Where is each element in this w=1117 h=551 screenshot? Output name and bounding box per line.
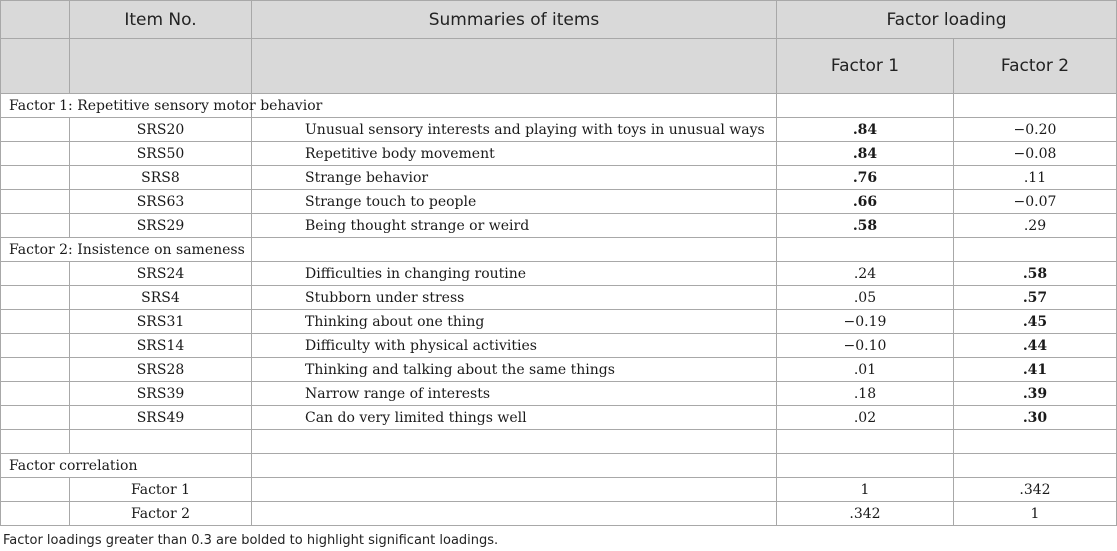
section-row xyxy=(1,238,1117,262)
empty-cell xyxy=(252,94,777,118)
header-blank-cell xyxy=(70,39,252,94)
item-summary-cell: Strange behavior xyxy=(252,166,777,190)
header-blank-cell xyxy=(1,1,70,39)
table-body xyxy=(1,94,1117,526)
section-title: Factor 2: Insistence on sameness xyxy=(1,238,252,262)
empty-cell xyxy=(1,190,70,214)
empty-cell xyxy=(1,334,70,358)
factor2-value-cell: −0.08 xyxy=(954,142,1117,166)
table-row xyxy=(1,502,1117,526)
factor1-value-cell: .02 xyxy=(777,406,954,430)
empty-cell xyxy=(1,430,70,454)
item-summary-cell: Strange touch to people xyxy=(252,190,777,214)
header-factor-loading: Factor loading xyxy=(777,1,1117,39)
table-row xyxy=(1,214,1117,238)
table-row xyxy=(1,382,1117,406)
section-row xyxy=(1,94,1117,118)
table-footnote: Factor loadings greater than 0.3 are bolded to highlight significant loadings. xyxy=(3,533,499,548)
factor2-value-cell: .342 xyxy=(954,478,1117,502)
factor2-value-cell: .41 xyxy=(954,358,1117,382)
table-row xyxy=(1,358,1117,382)
item-summary-cell: Repetitive body movement xyxy=(252,142,777,166)
factor2-value-cell: .30 xyxy=(954,406,1117,430)
item-id-cell: SRS24 xyxy=(70,262,252,286)
table-row xyxy=(1,310,1117,334)
table-row xyxy=(1,166,1117,190)
item-id-cell: SRS29 xyxy=(70,214,252,238)
empty-cell xyxy=(1,358,70,382)
item-summary-cell: Can do very limited things well xyxy=(252,406,777,430)
factor2-value-cell: 1 xyxy=(954,502,1117,526)
empty-cell xyxy=(954,454,1117,478)
factor1-value-cell: .84 xyxy=(777,142,954,166)
table-row xyxy=(1,334,1117,358)
empty-cell xyxy=(1,286,70,310)
item-summary-cell: Unusual sensory interests and playing with toys in unusual ways xyxy=(252,118,777,142)
header-factor-2: Factor 2 xyxy=(954,39,1117,94)
table-row xyxy=(1,478,1117,502)
factor1-value-cell: .342 xyxy=(777,502,954,526)
factor2-value-cell: .58 xyxy=(954,262,1117,286)
table-row xyxy=(1,262,1117,286)
empty-cell xyxy=(777,430,954,454)
section-row xyxy=(1,454,1117,478)
empty-cell xyxy=(777,454,954,478)
item-id-cell: SRS31 xyxy=(70,310,252,334)
empty-cell xyxy=(954,94,1117,118)
item-summary-cell: Narrow range of interests xyxy=(252,382,777,406)
header-item-no: Item No. xyxy=(70,1,252,39)
item-summary-cell: Thinking and talking about the same things xyxy=(252,358,777,382)
empty-cell xyxy=(954,430,1117,454)
blank-row xyxy=(1,430,1117,454)
empty-cell xyxy=(252,478,777,502)
table-row xyxy=(1,190,1117,214)
header-blank-cell xyxy=(1,39,70,94)
header-blank-cell xyxy=(252,39,777,94)
factor1-value-cell: .01 xyxy=(777,358,954,382)
empty-cell xyxy=(1,166,70,190)
factor1-value-cell: .05 xyxy=(777,286,954,310)
item-id-cell: SRS8 xyxy=(70,166,252,190)
factor2-value-cell: .11 xyxy=(954,166,1117,190)
factor1-value-cell: −0.19 xyxy=(777,310,954,334)
empty-cell xyxy=(1,262,70,286)
factor2-value-cell: .29 xyxy=(954,214,1117,238)
empty-cell xyxy=(1,382,70,406)
item-id-cell: SRS14 xyxy=(70,334,252,358)
empty-cell xyxy=(252,454,777,478)
factor2-value-cell: −0.20 xyxy=(954,118,1117,142)
factor1-value-cell: .58 xyxy=(777,214,954,238)
factor1-value-cell: .18 xyxy=(777,382,954,406)
empty-cell xyxy=(954,238,1117,262)
empty-cell xyxy=(252,430,777,454)
item-id-cell: SRS50 xyxy=(70,142,252,166)
empty-cell xyxy=(1,214,70,238)
section-title: Factor 1: Repetitive sensory motor behavior xyxy=(1,94,252,118)
empty-cell xyxy=(1,310,70,334)
item-id-cell: Factor 2 xyxy=(70,502,252,526)
item-summary-cell: Stubborn under stress xyxy=(252,286,777,310)
item-summary-cell: Thinking about one thing xyxy=(252,310,777,334)
empty-cell xyxy=(1,502,70,526)
factor2-value-cell: .44 xyxy=(954,334,1117,358)
item-id-cell: Factor 1 xyxy=(70,478,252,502)
item-id-cell: SRS63 xyxy=(70,190,252,214)
empty-cell xyxy=(1,118,70,142)
empty-cell xyxy=(1,142,70,166)
factor1-value-cell: .24 xyxy=(777,262,954,286)
empty-cell xyxy=(252,238,777,262)
empty-cell xyxy=(777,94,954,118)
table-row xyxy=(1,406,1117,430)
item-summary-cell: Being thought strange or weird xyxy=(252,214,777,238)
factor1-value-cell: .84 xyxy=(777,118,954,142)
item-id-cell: SRS49 xyxy=(70,406,252,430)
empty-cell xyxy=(70,430,252,454)
section-title: Factor correlation xyxy=(1,454,252,478)
item-summary-cell: Difficulty with physical activities xyxy=(252,334,777,358)
factor1-value-cell: .66 xyxy=(777,190,954,214)
item-id-cell: SRS20 xyxy=(70,118,252,142)
header-summaries: Summaries of items xyxy=(252,1,777,39)
factor2-value-cell: .39 xyxy=(954,382,1117,406)
factor1-value-cell: .76 xyxy=(777,166,954,190)
empty-cell xyxy=(1,478,70,502)
empty-cell xyxy=(1,406,70,430)
factor2-value-cell: −0.07 xyxy=(954,190,1117,214)
table-row xyxy=(1,286,1117,310)
empty-cell xyxy=(777,238,954,262)
item-id-cell: SRS39 xyxy=(70,382,252,406)
item-summary-cell: Difficulties in changing routine xyxy=(252,262,777,286)
table-row xyxy=(1,118,1117,142)
table-row xyxy=(1,142,1117,166)
item-id-cell: SRS4 xyxy=(70,286,252,310)
header-factor-1: Factor 1 xyxy=(777,39,954,94)
factor1-value-cell: −0.10 xyxy=(777,334,954,358)
factor1-value-cell: 1 xyxy=(777,478,954,502)
item-id-cell: SRS28 xyxy=(70,358,252,382)
factor2-value-cell: .57 xyxy=(954,286,1117,310)
factor2-value-cell: .45 xyxy=(954,310,1117,334)
empty-cell xyxy=(252,502,777,526)
